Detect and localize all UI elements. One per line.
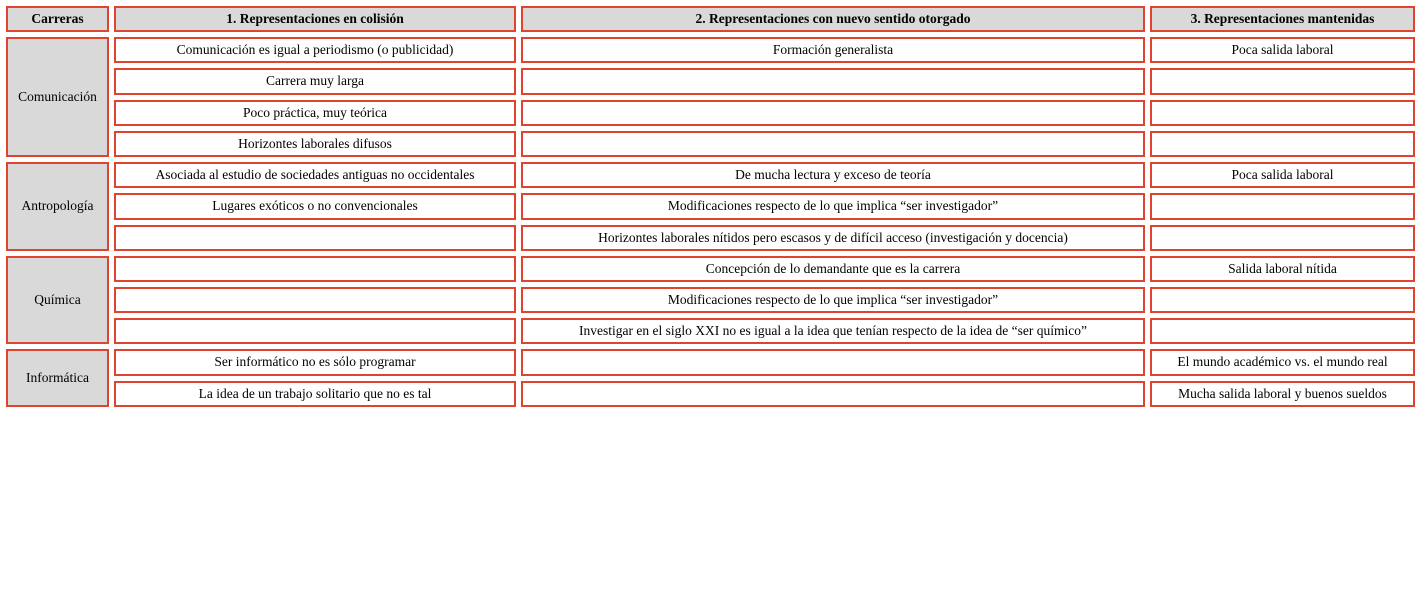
career-cell-antropologia: Antropología [6, 162, 109, 251]
table-row [6, 68, 1415, 94]
table-cell: Ser informático no es sólo programar [114, 349, 516, 375]
table-row [6, 37, 1415, 63]
table-cell: Horizontes laborales difusos [114, 131, 516, 157]
career-cell-informatica: Informática [6, 349, 109, 406]
table-row [6, 256, 1415, 282]
table-row [6, 381, 1415, 407]
table-cell [1150, 318, 1415, 344]
table-cell [521, 349, 1145, 375]
table-cell: Poca salida laboral [1150, 37, 1415, 63]
table-cell: El mundo académico vs. el mundo real [1150, 349, 1415, 375]
table-cell: Formación generalista [521, 37, 1145, 63]
table-cell [521, 100, 1145, 126]
table-row [6, 131, 1415, 157]
table-row [6, 318, 1415, 344]
column-header-mantenidas: 3. Representaciones mantenidas [1150, 6, 1415, 32]
table-cell: Salida laboral nítida [1150, 256, 1415, 282]
table-row [6, 162, 1415, 188]
table-cell [1150, 68, 1415, 94]
table-cell: Modificaciones respecto de lo que implica “ser investigador” [521, 287, 1145, 313]
table-cell: De mucha lectura y exceso de teoría [521, 162, 1145, 188]
career-cell-quimica: Química [6, 256, 109, 345]
table-cell: Asociada al estudio de sociedades antiguas no occidentales [114, 162, 516, 188]
table-row [6, 100, 1415, 126]
table-cell: Comunicación es igual a periodismo (o publicidad) [114, 37, 516, 63]
career-cell-comunicacion: Comunicación [6, 37, 109, 157]
column-header-colision: 1. Representaciones en colisión [114, 6, 516, 32]
table-cell [1150, 225, 1415, 251]
table-cell: Poco práctica, muy teórica [114, 100, 516, 126]
column-header-nuevo-sentido: 2. Representaciones con nuevo sentido otorgado [521, 6, 1145, 32]
table-row [6, 349, 1415, 375]
table-cell: La idea de un trabajo solitario que no es tal [114, 381, 516, 407]
table-cell [1150, 131, 1415, 157]
table-cell: Concepción de lo demandante que es la carrera [521, 256, 1145, 282]
table-row [6, 225, 1415, 251]
table-cell: Investigar en el siglo XXI no es igual a la idea que tenían respecto de la idea de “ser químico” [521, 318, 1145, 344]
column-header-carreras: Carreras [6, 6, 109, 32]
table-cell [114, 256, 516, 282]
table-cell: Lugares exóticos o no convencionales [114, 193, 516, 219]
table-row [6, 287, 1415, 313]
table-cell [1150, 100, 1415, 126]
table-cell [521, 68, 1145, 94]
table-cell [1150, 287, 1415, 313]
table-cell: Modificaciones respecto de lo que implica “ser investigador” [521, 193, 1145, 219]
table-cell: Poca salida laboral [1150, 162, 1415, 188]
table-cell [1150, 193, 1415, 219]
header-row [6, 6, 1415, 32]
table-cell: Mucha salida laboral y buenos sueldos [1150, 381, 1415, 407]
representations-table [1, 1, 1420, 412]
table-cell: Horizontes laborales nítidos pero escasos y de difícil acceso (investigación y docencia) [521, 225, 1145, 251]
table-row [6, 193, 1415, 219]
table-cell [521, 381, 1145, 407]
table-cell [114, 287, 516, 313]
table-cell [114, 225, 516, 251]
table-cell [114, 318, 516, 344]
table-cell [521, 131, 1145, 157]
table-cell: Carrera muy larga [114, 68, 516, 94]
